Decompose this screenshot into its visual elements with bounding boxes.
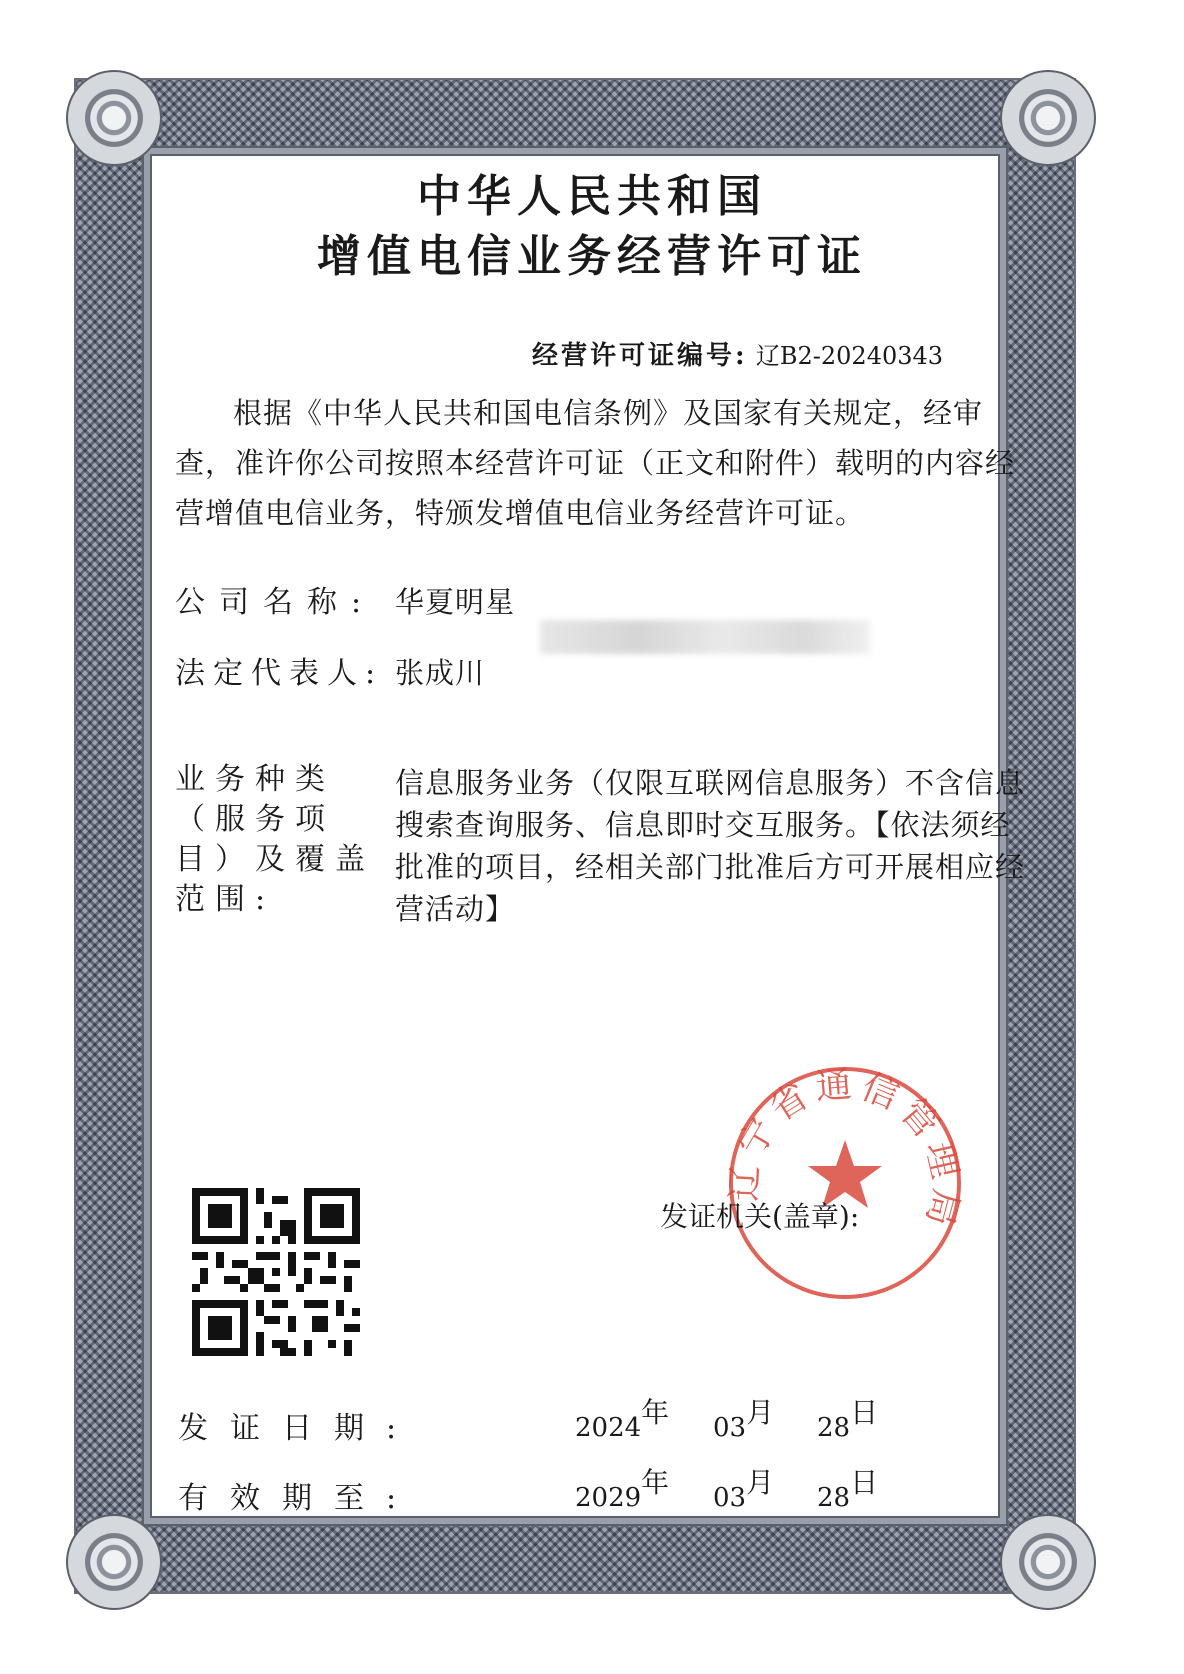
qr-code-icon: [192, 1188, 360, 1356]
issuer-label: 发证机关(盖章):: [660, 1200, 860, 1233]
valid-until-month: 03月: [713, 1466, 775, 1513]
corner-ornament: [66, 1514, 162, 1610]
issue-date-month: 03月: [713, 1396, 775, 1443]
legal-rep-value: 张成川: [395, 656, 486, 690]
issue-date-year: 2024年: [575, 1396, 670, 1443]
intro-text: 根据《中华人民共和国电信条例》及国家有关规定，经审查，准许你公司按照本经营许可证（正文和附件）载明的内容经营增值电信业务，特颁发增值电信业务经营许可证。: [175, 396, 1016, 530]
valid-until-year: 2029年: [575, 1466, 670, 1513]
business-scope-value: 信息服务业务（仅限互联网信息服务）不含信息搜索查询服务、信息即时交互服务。【依法须经批准的项目，经相关部门批准后方可开展相应经营活动】: [395, 766, 1026, 926]
issue-date-label: 发证日期:: [178, 1411, 419, 1446]
license-number-label: 经营许可证编号:: [532, 341, 748, 371]
company-name-label: 公司名称:: [175, 585, 376, 620]
intro-paragraph: [175, 388, 1015, 538]
valid-until-label: 有效期至:: [178, 1481, 419, 1516]
certificate-title-line1: 中华人民共和国: [417, 171, 767, 222]
redacted-company-name: [540, 620, 870, 654]
valid-until-day: 28日: [817, 1466, 879, 1513]
official-seal-icon: [720, 1058, 970, 1308]
corner-ornament: [1000, 70, 1096, 166]
company-name-value: 华夏明星: [395, 585, 516, 619]
business-scope-label: 业务种类（服务项目）及覆盖范围:: [175, 762, 375, 917]
seal-text: 辽宁省通信管理局: [724, 1063, 967, 1236]
license-number-value: 辽B2-20240343: [755, 342, 944, 370]
corner-ornament: [1000, 1514, 1096, 1610]
certificate-title-line2: 增值电信业务经营许可证: [317, 231, 867, 282]
issue-date-day: 28日: [817, 1396, 879, 1443]
legal-rep-label: 法定代表人:: [175, 656, 384, 691]
corner-ornament: [66, 70, 162, 166]
license-number: [532, 335, 943, 372]
